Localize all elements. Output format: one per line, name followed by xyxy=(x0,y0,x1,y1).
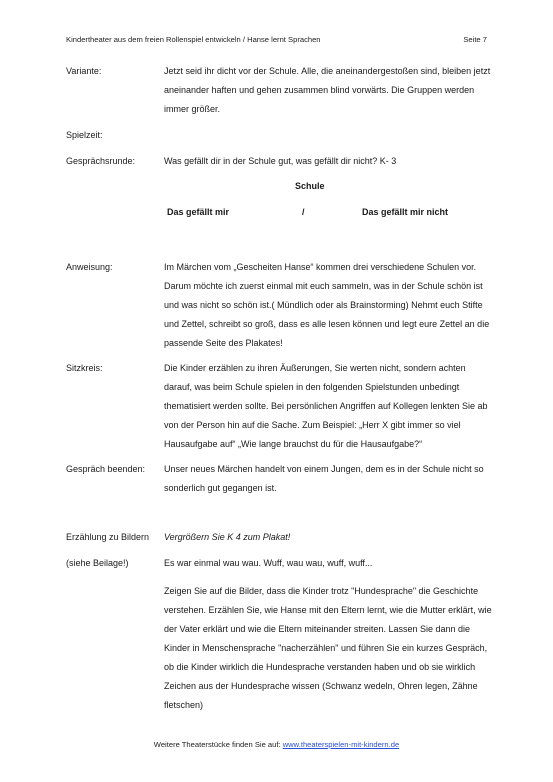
label-spielzeit: Spielzeit: xyxy=(66,130,103,140)
text-erzaehlung: Vergrößern Sie K 4 zum Plakat! xyxy=(164,532,291,542)
table-title: Schule xyxy=(295,181,325,191)
footer-link[interactable]: www.theaterspielen-mit-kindern.de xyxy=(282,740,400,749)
label-gespraechsrunde: Gesprächsrunde: xyxy=(66,156,136,166)
label-erzaehlung: Erzählung zu Bildern xyxy=(66,532,150,542)
label-gespraech-beenden: Gespräch beenden: xyxy=(66,464,146,474)
header-title: Kindertheater aus dem freien Rollenspiel entwickeln / Hanse lernt Sprachen xyxy=(66,35,321,44)
text-anweisung: Im Märchen vom „Gescheiten Hanse“ kommen drei verschiedene Schulen vor. Darum möchte ich zuerst einmal mit euch sammeln, was in der Schule schön ist und was nicht so schön ist.( Mündlich oder als Brainstorming) Nehmt euch Stifte und Zettel, schreibt so groß, dass es alle lesen können und legt eure Zettel an die passende Seite des Plakates! xyxy=(164,262,490,348)
label-sitzkreis: Sitzkreis: xyxy=(66,363,103,373)
text-beilage: Es war einmal wau wau. Wuff, wau wau, wuff, wuff... xyxy=(164,558,373,568)
table-separator: / xyxy=(302,207,305,217)
label-beilage: (siehe Beilage!) xyxy=(66,558,129,568)
footer xyxy=(0,740,553,749)
table-col-right: Das gefällt mir nicht xyxy=(362,207,449,217)
text-sitzkreis: Die Kinder erzählen zu ihren Äußerungen, Sie werten nicht, sondern achten darauf, was beim Schule spielen in den folgenden Spielstunden unbedingt thematisiert werden sollte. Bei persönlichen Angriffen auf Kollegen lenkten Sie ab von der Person hin auf die Sache. Zum Beispiel: „Herr X gibt immer so viel Hausaufgabe auf“ „Wie lange brauchst du für die Hausaufgabe?“ xyxy=(164,363,488,449)
label-variante: Variante: xyxy=(66,66,102,76)
text-gespraech-beenden: Unser neues Märchen handelt von einem Jungen, dem es in der Schule nicht so sonderlich gut gegangen ist. xyxy=(164,464,484,493)
text-variante: Jetzt seid ihr dicht vor der Schule. Alle, die aneinandergestoßen sind, bleiben jetzt aneinander haften und gehen zusammen blind vorwärts. Die Gruppen werden immer größer. xyxy=(164,66,491,114)
footer-text: Weitere Theaterstücke finden Sie auf: xyxy=(153,740,283,749)
label-anweisung: Anweisung: xyxy=(66,262,113,272)
text-zeigen: Zeigen Sie auf die Bilder, dass die Kinder trotz "Hundesprache" die Geschichte verstehen. Erzählen Sie, wie Hanse mit den Eltern lernt, wie die Mutter erklärt, wie der Vater erklärt und wie die Eltern miteinander streiten. Lassen Sie dann die Kinder in Menschensprache "nacherzählen" und führen Sie ein kurzes Gespräch, ob die Kinder wirklich die Hundesprache verstanden haben und ob sie wirklich Zeichen aus der Hundesprache wissen (Schwanz wedeln, Ohren legen, Zähne fletschen) xyxy=(164,586,492,710)
text-gespraechsrunde: Was gefällt dir in der Schule gut, was gefällt dir nicht? K- 3 xyxy=(164,156,397,166)
table-col-left: Das gefällt mir xyxy=(167,207,230,217)
page-number: Seite 7 xyxy=(463,35,487,44)
